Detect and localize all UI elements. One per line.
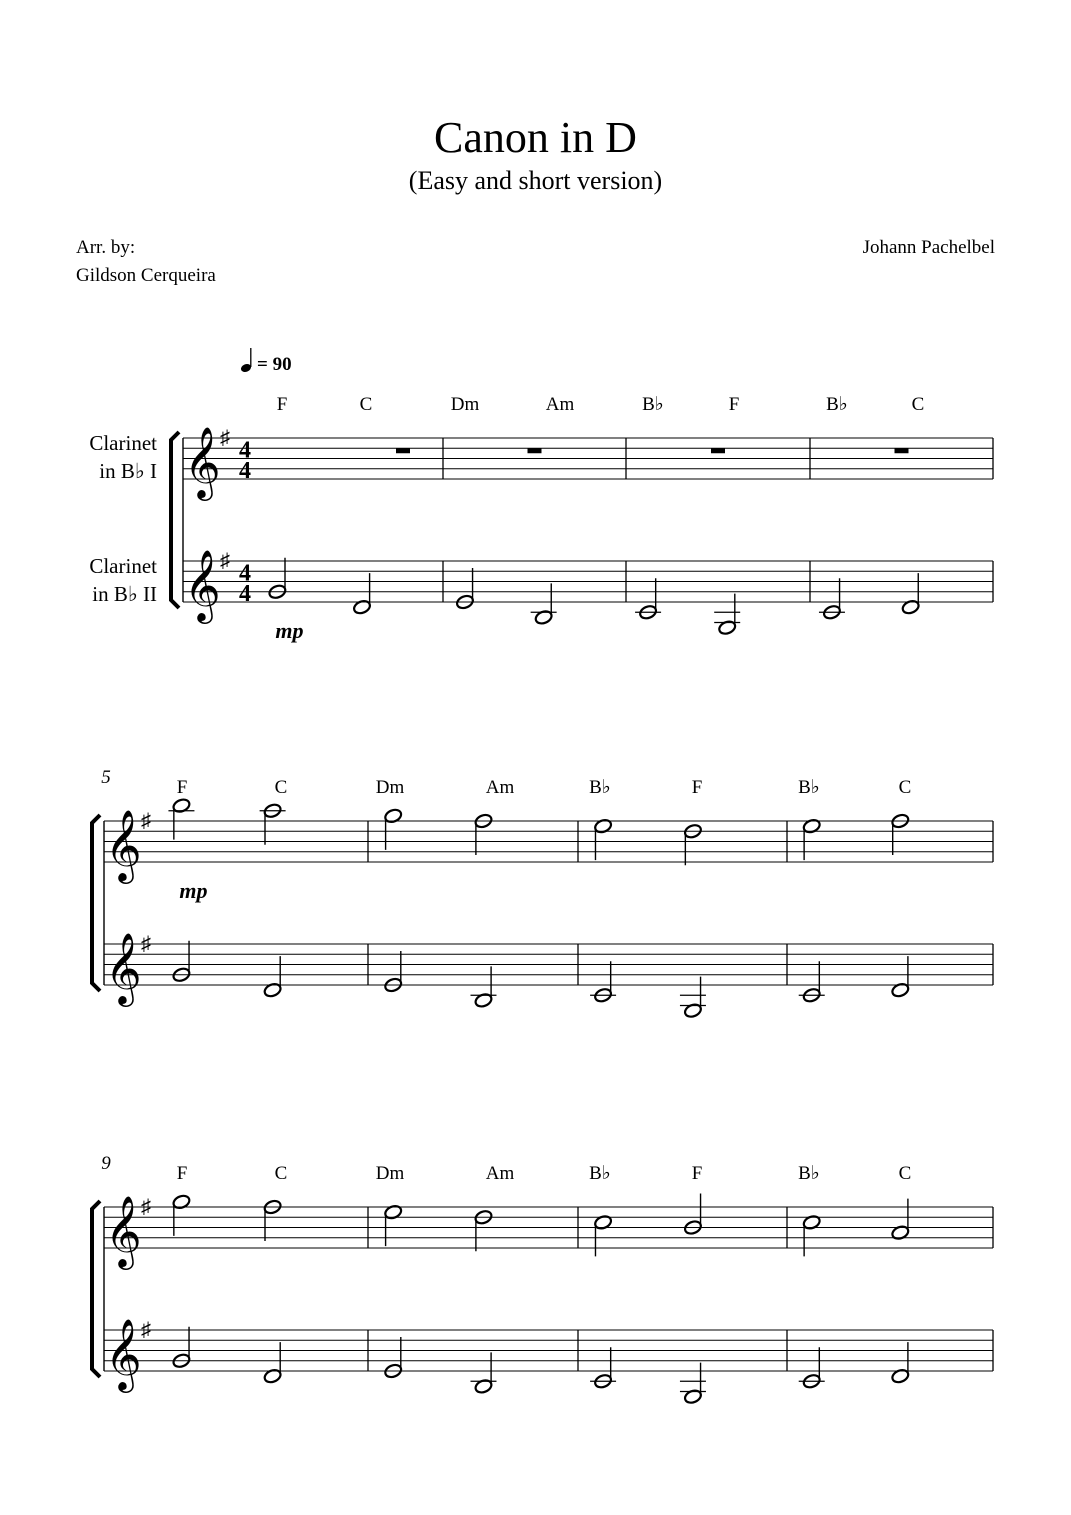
half-note-head (263, 1368, 282, 1385)
half-note (263, 1199, 282, 1241)
half-note-head (802, 818, 821, 835)
time-signature-numerator: 4 (239, 437, 251, 464)
time-signature-denominator: 4 (239, 458, 251, 484)
treble-clef-icon: 𝄞 (105, 934, 142, 1003)
half-note (901, 573, 920, 615)
whole-rest-icon (528, 448, 542, 453)
instrument-name: in B♭ I (99, 459, 157, 483)
score-title: Canon in D (434, 113, 637, 162)
half-note (683, 1363, 702, 1405)
half-note (268, 558, 287, 600)
half-note-head (352, 599, 371, 616)
half-note (891, 956, 910, 998)
chord-symbol: C (911, 394, 925, 415)
half-note-head (534, 609, 553, 626)
instrument-name: in B♭ II (92, 582, 157, 606)
key-signature-sharp-icon: ♯ (141, 933, 151, 955)
half-note (717, 594, 736, 636)
half-note (891, 813, 910, 855)
half-note-head (263, 982, 282, 999)
time-signature-numerator: 4 (239, 560, 251, 587)
half-note (534, 583, 553, 625)
arranger-label: Arr. by: (76, 237, 136, 258)
score-subtitle: (Easy and short version) (408, 166, 663, 195)
half-note (593, 1347, 612, 1389)
half-note (593, 1214, 612, 1256)
half-note (891, 1199, 910, 1241)
arranger-name: Gildson Cerqueira (76, 265, 216, 286)
chord-symbol: F (728, 394, 740, 415)
half-note-head (383, 1204, 402, 1221)
chord-symbol: C (274, 777, 288, 798)
half-note (822, 578, 841, 620)
key-signature-sharp-icon: ♯ (220, 550, 230, 572)
instrument-name: Clarinet (89, 431, 157, 455)
system-bracket (92, 815, 100, 991)
chord-symbol: Am (545, 394, 575, 415)
dynamic-marking: mp (179, 878, 208, 903)
system-bracket (92, 1201, 100, 1377)
half-note-head (593, 1214, 612, 1231)
measure-number: 5 (101, 767, 111, 788)
half-note (172, 1327, 191, 1369)
chord-symbol: F (691, 777, 703, 798)
half-note (683, 823, 702, 865)
tempo-value: = 90 (257, 354, 292, 375)
chord-symbol: B♭ (589, 777, 611, 798)
half-note (383, 808, 402, 850)
treble-clef-icon: 𝄞 (105, 1320, 142, 1389)
chord-symbol: Dm (375, 777, 405, 798)
half-note (802, 1347, 821, 1389)
whole-rest-icon (895, 448, 909, 453)
half-note (474, 813, 493, 855)
half-note (263, 802, 282, 844)
chord-symbol: B♭ (798, 777, 820, 798)
measure-number: 9 (101, 1153, 111, 1174)
half-note-head (683, 1002, 702, 1019)
chord-symbol: Am (485, 777, 515, 798)
half-note (802, 961, 821, 1003)
chord-symbol: F (276, 394, 288, 415)
half-note (455, 568, 474, 610)
chord-symbol: C (898, 777, 912, 798)
chord-symbol: C (274, 1163, 288, 1184)
half-note-head (891, 982, 910, 999)
time-signature-denominator: 4 (239, 581, 251, 607)
half-note (891, 1342, 910, 1384)
half-note-head (474, 1378, 493, 1395)
treble-clef-icon: 𝄞 (184, 428, 221, 497)
half-note-head (172, 1194, 191, 1211)
chord-symbol: B♭ (826, 394, 848, 415)
half-note (593, 818, 612, 860)
half-note (683, 977, 702, 1019)
half-note (638, 578, 657, 620)
half-note (172, 797, 191, 839)
instrument-name: Clarinet (89, 554, 157, 578)
half-note (172, 1194, 191, 1236)
half-note (802, 1214, 821, 1256)
half-note-head (802, 1214, 821, 1231)
half-note-head (383, 808, 402, 825)
half-note (802, 818, 821, 860)
half-note (172, 941, 191, 983)
chord-symbol: F (691, 1163, 703, 1184)
half-note-head (172, 797, 191, 814)
chord-symbol: Am (485, 1163, 515, 1184)
dynamic-marking: mp (275, 618, 304, 643)
half-note-head (593, 818, 612, 835)
half-note (474, 966, 493, 1008)
half-note-head (891, 1368, 910, 1385)
half-note (383, 951, 402, 993)
chord-symbol: F (176, 777, 188, 798)
half-note (263, 1342, 282, 1384)
half-note-head (717, 619, 736, 636)
half-note (383, 1337, 402, 1379)
treble-clef-icon: 𝄞 (105, 811, 142, 880)
chord-symbol: C (359, 394, 373, 415)
composer-name: Johann Pachelbel (862, 237, 995, 258)
half-note-head (891, 1224, 910, 1241)
half-note (474, 1209, 493, 1251)
whole-rest-icon (396, 448, 410, 453)
tempo-marking (240, 348, 252, 373)
half-note (593, 961, 612, 1003)
treble-clef-icon: 𝄞 (184, 551, 221, 620)
chord-symbol: F (176, 1163, 188, 1184)
chord-symbol: Dm (375, 1163, 405, 1184)
chord-symbol: Dm (450, 394, 480, 415)
half-note (474, 1352, 493, 1394)
treble-clef-icon: 𝄞 (105, 1197, 142, 1266)
chord-symbol: B♭ (642, 394, 664, 415)
half-note-head (901, 599, 920, 616)
chord-symbol: B♭ (798, 1163, 820, 1184)
key-signature-sharp-icon: ♯ (141, 1196, 151, 1218)
half-note-head (683, 1388, 702, 1405)
key-signature-sharp-icon: ♯ (141, 810, 151, 832)
key-signature-sharp-icon: ♯ (141, 1319, 151, 1341)
system-bracket (171, 432, 179, 608)
chord-symbol: C (898, 1163, 912, 1184)
half-note (383, 1204, 402, 1246)
half-note-head (474, 992, 493, 1009)
whole-rest-icon (711, 448, 725, 453)
half-note (683, 1194, 702, 1236)
chord-symbol: B♭ (589, 1163, 611, 1184)
half-note (263, 956, 282, 998)
half-note (352, 573, 371, 615)
key-signature-sharp-icon: ♯ (220, 427, 230, 449)
